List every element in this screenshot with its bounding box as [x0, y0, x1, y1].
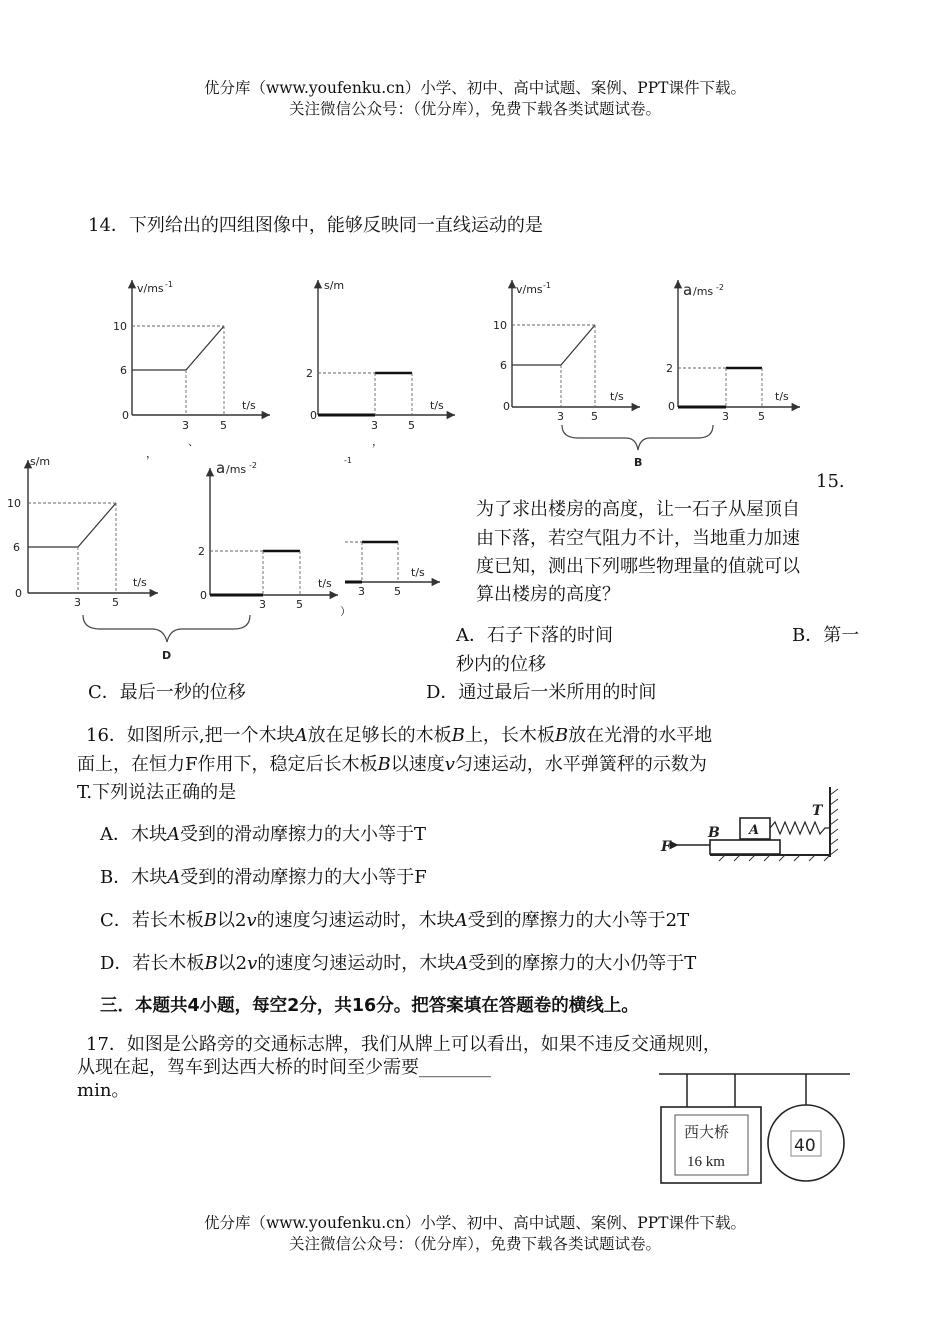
- graph-g-x-label-left: t/s: [318, 577, 332, 590]
- traffic-sign-figure: [655, 1070, 855, 1190]
- graph-a-st: [306, 279, 455, 465]
- graph-a-vt: [113, 280, 270, 460]
- q15-stem-line-4: 算出楼房的高度？: [476, 584, 620, 605]
- q14-stem: 14．下列给出的四组图像中，能够反映同一直线运动的是: [88, 215, 543, 236]
- footer-line-1: 优分库（www.youfenku.cn）小学、初中、高中试题、案例、PPT课件下载。: [203, 1214, 747, 1232]
- graph-f-tick-3: 3: [259, 598, 266, 611]
- graph-d-tick-3: 3: [722, 410, 729, 423]
- q16-line-3: T.下列说法正确的是: [77, 782, 237, 803]
- graph-c-tick-0: 0: [503, 400, 510, 413]
- graph-f-y-exp: -2: [249, 461, 257, 470]
- graph-fragment: [318, 542, 440, 618]
- spring: [770, 822, 830, 834]
- section-3-title: 三．本题共4小题，每空2分，共16分。把答案填在答题卷的横线上。: [100, 996, 639, 1016]
- graph-b-tick-5: 5: [408, 419, 415, 432]
- graph-f-y-unit: /ms: [226, 463, 247, 476]
- q15-stem-line-2: 由下落，若空气阻力不计，当地重力加速: [476, 528, 800, 549]
- q15-number: 15.: [816, 471, 845, 492]
- stray-mark-5: ）: [340, 605, 351, 618]
- q16-option-b: B．木块A受到的滑动摩擦力的大小等于F: [100, 867, 427, 888]
- q15-stem-line-3: 度已知，测出下列哪些物理量的值就可以: [476, 556, 800, 577]
- q15-option-b-1: B．第一: [792, 625, 860, 646]
- graph-e-x-label: t/s: [133, 576, 147, 589]
- graph-c-tick-5: 5: [591, 410, 598, 423]
- graph-d-tick-2: 2: [666, 362, 673, 375]
- q15-option-d: D．通过最后一米所用的时间: [426, 682, 657, 703]
- graph-a-tick-6: 6: [120, 364, 127, 377]
- q16-line-2: 面上，在恒力F作用下，稳定后长木板B以速度v匀速运动，水平弹簧秤的示数为: [77, 754, 707, 775]
- graph-b-x-label: t/s: [430, 399, 444, 412]
- q16-figure: [655, 785, 845, 865]
- q16-option-c: C．若长木板B以2v的速度匀速运动时，木块A受到的摩擦力的大小等于2T: [100, 910, 690, 931]
- graph-c-tick-6: 6: [500, 359, 507, 372]
- q17-line-1: 17．如图是公路旁的交通标志牌，我们从牌上可以看出，如果不违反交通规则，: [86, 1034, 721, 1055]
- sign-distance: 16 km: [687, 1154, 725, 1170]
- graph-b-vt: [493, 280, 640, 423]
- q16-option-d: D．若长木板B以2v的速度匀速运动时，木块A受到的摩擦力的大小仍等于T: [100, 953, 697, 974]
- graph-b-at: [666, 280, 800, 423]
- graph-g-tick-5: 5: [394, 585, 401, 598]
- board-b: [710, 840, 780, 854]
- speed-limit-value: 40: [794, 1136, 816, 1156]
- graph-g-x-label: t/s: [411, 566, 425, 579]
- graph-g-tick-3: 3: [358, 585, 365, 598]
- figure-label-f: F: [661, 839, 671, 855]
- label-b: B: [634, 456, 643, 469]
- stray-mark-1: 、: [188, 435, 199, 448]
- graph-a-x-label: t/s: [242, 399, 256, 412]
- graph-d-x-label: t/s: [775, 390, 789, 403]
- sign-name: 西大桥: [684, 1123, 730, 1141]
- q15-stem-line-1: 为了求出楼房的高度，让一石子从屋顶自: [476, 499, 800, 520]
- graph-c-tick-10: 10: [493, 319, 507, 332]
- stray-mark-3: ，: [372, 435, 383, 448]
- graph-b-tick-3: 3: [371, 419, 378, 432]
- graph-d-y-exp: -2: [716, 283, 724, 292]
- graph-b-y-label: s/m: [324, 279, 345, 292]
- graph-d-y-unit: /ms: [693, 285, 714, 298]
- graph-d-y-label: a: [683, 281, 693, 299]
- graph-d-tick-5: 5: [758, 410, 765, 423]
- q15-option-a: A．石子下落的时间: [456, 625, 613, 646]
- graph-e-tick-10: 10: [7, 497, 21, 510]
- graph-a-tick-0: 0: [122, 409, 129, 422]
- graph-a-tick-10: 10: [113, 320, 127, 333]
- q15-option-c: C．最后一秒的位移: [88, 682, 246, 703]
- q17-line-3: min。: [77, 1080, 130, 1101]
- graph-a-tick-3: 3: [182, 419, 189, 432]
- graph-e-tick-5: 5: [112, 596, 119, 609]
- q16-line-1: 16．如图所示,把一个木块A放在足够长的木板B上，长木板B放在光滑的水平地: [86, 725, 713, 746]
- header-line-2: 关注微信公众号：（优分库），免费下载各类试题试卷。: [288, 100, 661, 118]
- footer-line-2: 关注微信公众号：（优分库），免费下载各类试题试卷。: [288, 1235, 661, 1253]
- graph-e-tick-3: 3: [74, 596, 81, 609]
- graph-a-y-exp: -1: [165, 280, 173, 289]
- graph-d-tick-0: 0: [668, 400, 675, 413]
- graph-d-at: [198, 459, 338, 611]
- graph-f-tick-5: 5: [296, 598, 303, 611]
- graph-c-y-label: v/ms: [516, 283, 543, 296]
- graph-c-x-label: t/s: [610, 390, 624, 403]
- q16-option-a: A．木块A受到的滑动摩擦力的大小等于T: [100, 824, 427, 845]
- q17-line-2: 从现在起，驾车到达西大桥的时间至少需要________: [77, 1057, 491, 1078]
- brace-b: [562, 425, 713, 450]
- label-d: D: [162, 649, 172, 662]
- graph-f-y-label: a: [216, 459, 226, 477]
- stray-mark-2: ，: [146, 447, 157, 460]
- q14-graphs: [0, 265, 950, 665]
- graph-f-tick-0: 0: [200, 589, 207, 602]
- graph-a-tick-5: 5: [220, 419, 227, 432]
- graph-d-st: [7, 455, 158, 609]
- graph-b-tick-0: 0: [310, 409, 317, 422]
- figure-label-t: T: [812, 803, 823, 819]
- graph-b-tick-2: 2: [306, 367, 313, 380]
- graph-a-y-label: v/ms: [137, 282, 164, 295]
- stray-mark-4: -1: [344, 456, 352, 465]
- graph-e-tick-6: 6: [13, 541, 20, 554]
- brace-d: [83, 615, 250, 642]
- figure-label-b: B: [708, 825, 720, 841]
- graph-c-y-exp: -1: [543, 281, 551, 290]
- q15-option-b-2: 秒内的位移: [456, 654, 546, 675]
- figure-label-a: A: [749, 823, 760, 838]
- graph-c-tick-3: 3: [557, 410, 564, 423]
- graph-e-y-label: s/m: [30, 455, 51, 468]
- graph-e-tick-0: 0: [15, 587, 22, 600]
- graph-f-tick-2: 2: [198, 545, 205, 558]
- header-line-1: 优分库（www.youfenku.cn）小学、初中、高中试题、案例、PPT课件下载。: [203, 79, 747, 97]
